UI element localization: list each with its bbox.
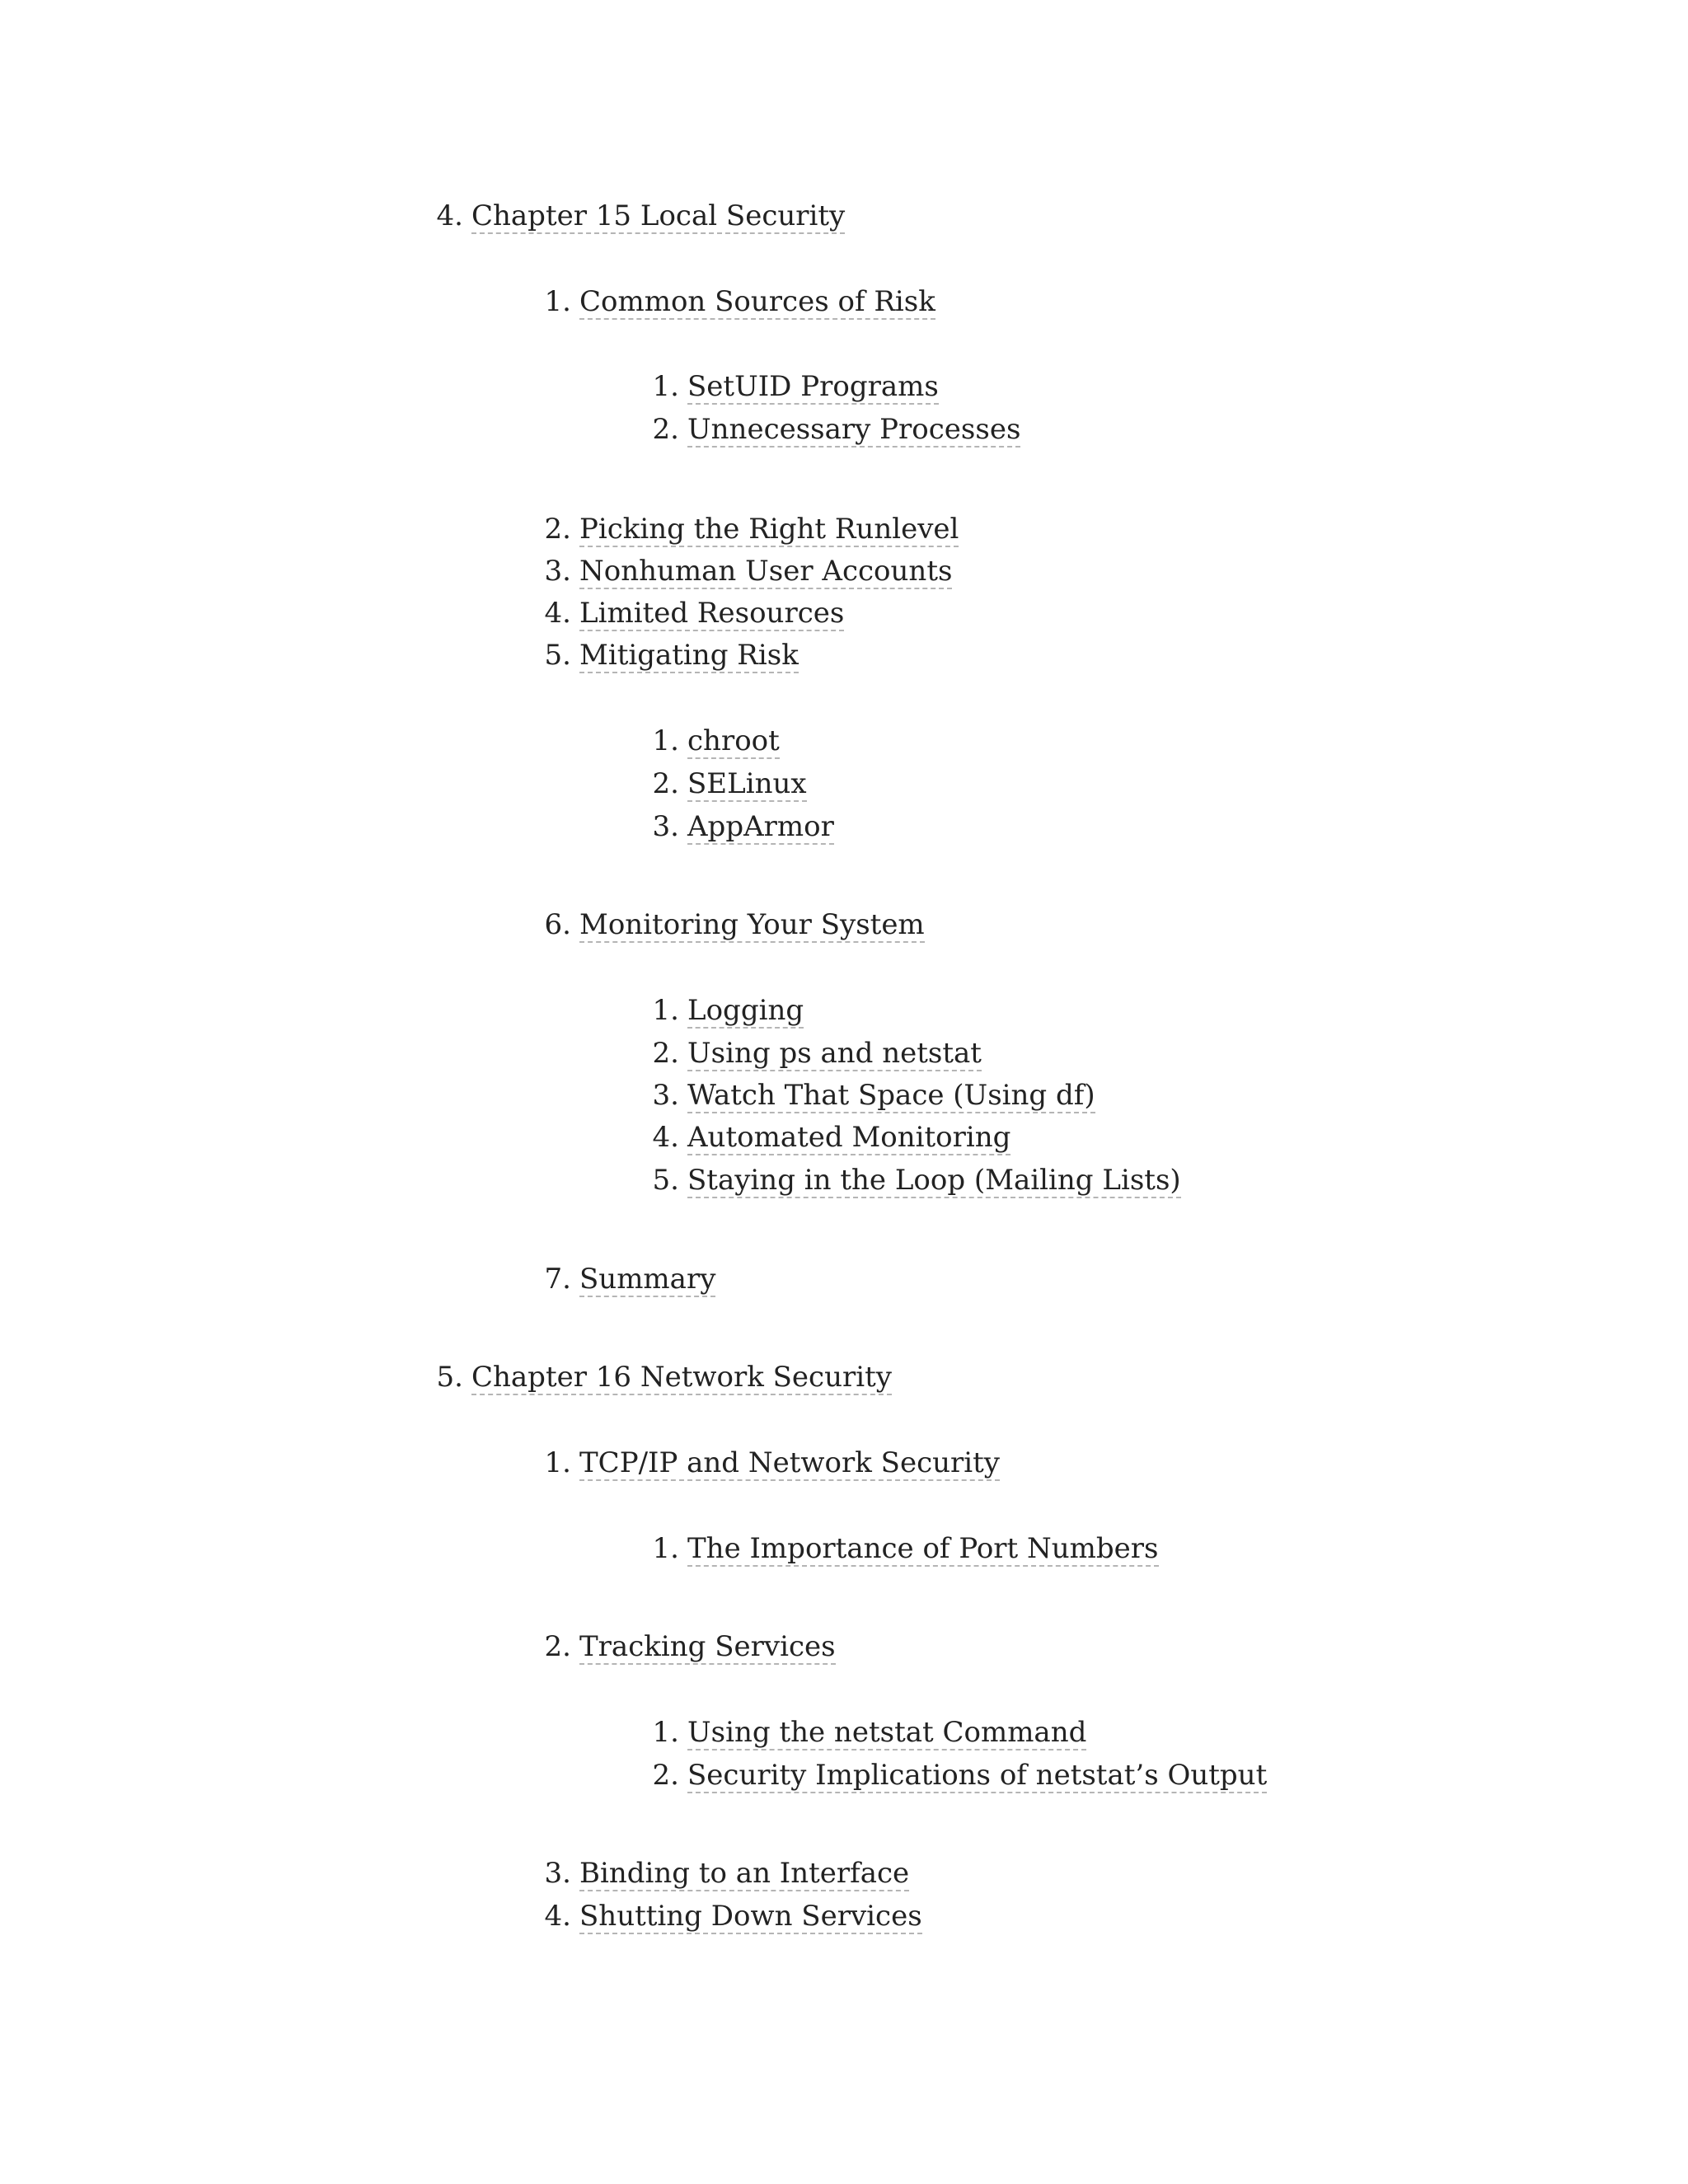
list-number: 3. [652, 1079, 679, 1112]
toc-subsection [633, 1035, 982, 1071]
toc-section [525, 1445, 1000, 1481]
toc-subsection [633, 1714, 1086, 1750]
toc-subsection [633, 1162, 1181, 1198]
toc-link-chroot[interactable]: chroot [687, 724, 780, 757]
toc-section [525, 907, 925, 943]
toc-subsection [633, 1119, 1010, 1155]
toc-link-shutting-down-services[interactable]: Shutting Down Services [579, 1900, 922, 1933]
toc-subsection [633, 1530, 1159, 1567]
list-number: 1. [544, 285, 571, 318]
list-number: 1. [652, 1716, 679, 1749]
toc-subsection [633, 368, 939, 405]
toc-subsection [633, 1757, 1267, 1793]
list-number: 5. [436, 1361, 463, 1394]
list-number: 4. [652, 1121, 679, 1154]
list-number: 1. [652, 1532, 679, 1565]
toc-link-apparmor[interactable]: AppArmor [687, 810, 834, 843]
toc-link-tracking-services[interactable]: Tracking Services [579, 1630, 836, 1663]
toc-link-using-ps-and-netstat[interactable]: Using ps and netstat [687, 1037, 982, 1070]
toc-link-limited-resources[interactable]: Limited Resources [579, 597, 845, 630]
toc-link-tcp-ip-and-network-security[interactable]: TCP/IP and Network Security [579, 1446, 1000, 1479]
list-number: 1. [652, 370, 679, 403]
list-number: 4. [544, 597, 571, 630]
toc-subsection [633, 992, 804, 1029]
toc-link-monitoring-your-system[interactable]: Monitoring Your System [579, 908, 925, 941]
list-number: 4. [544, 1900, 571, 1933]
toc-link-unnecessary-processes[interactable]: Unnecessary Processes [687, 413, 1021, 446]
list-number: 1. [544, 1446, 571, 1479]
list-number: 5. [652, 1164, 679, 1197]
toc-section [525, 553, 952, 589]
toc-section [525, 1261, 715, 1297]
toc-link-picking-the-right-runlevel[interactable]: Picking the Right Runlevel [579, 513, 959, 546]
toc-link-summary[interactable]: Summary [579, 1263, 716, 1296]
toc-link-common-sources-of-risk[interactable]: Common Sources of Risk [579, 285, 935, 318]
toc-section [525, 637, 799, 673]
toc-link-binding-to-an-interface[interactable]: Binding to an Interface [579, 1857, 910, 1890]
toc-link-logging[interactable]: Logging [687, 994, 804, 1027]
toc-link-nonhuman-user-accounts[interactable]: Nonhuman User Accounts [579, 555, 953, 588]
toc-link-setuid-programs[interactable]: SetUID Programs [687, 370, 939, 403]
list-number: 2. [652, 767, 679, 800]
toc-link-using-the-netstat-command[interactable]: Using the netstat Command [687, 1716, 1087, 1749]
list-number: 2. [544, 1630, 571, 1663]
list-number: 7. [544, 1263, 571, 1296]
toc-link-chapter-16-network-security[interactable]: Chapter 16 Network Security [471, 1361, 892, 1394]
toc-subsection [633, 808, 834, 845]
toc-subsection [633, 411, 1020, 448]
list-number: 6. [544, 908, 571, 941]
list-number: 2. [652, 1759, 679, 1792]
toc-section [525, 284, 935, 320]
list-number: 2. [652, 413, 679, 446]
list-number: 1. [652, 994, 679, 1027]
toc-section [525, 1629, 836, 1665]
list-number: 2. [652, 1037, 679, 1070]
toc-section [525, 1898, 922, 1934]
list-number: 3. [652, 810, 679, 843]
list-number: 3. [544, 1857, 571, 1890]
toc-chapter-16 [417, 1359, 892, 1395]
toc-link-automated-monitoring[interactable]: Automated Monitoring [687, 1121, 1011, 1154]
toc-subsection [633, 1077, 1095, 1113]
list-number: 1. [652, 724, 679, 757]
list-number: 4. [436, 199, 463, 232]
toc-section [525, 511, 959, 547]
toc-link-watch-that-space[interactable]: Watch That Space (Using df) [687, 1079, 1095, 1112]
toc-link-staying-in-the-loop[interactable]: Staying in the Loop (Mailing Lists) [687, 1164, 1181, 1197]
toc-link-selinux[interactable]: SELinux [687, 767, 807, 800]
list-number: 5. [544, 639, 571, 672]
toc-link-importance-of-port-numbers[interactable]: The Importance of Port Numbers [687, 1532, 1159, 1565]
list-number: 3. [544, 555, 571, 588]
toc-subsection [633, 723, 780, 759]
toc-link-chapter-15-local-security[interactable]: Chapter 15 Local Security [471, 199, 846, 232]
toc-chapter-15 [417, 198, 845, 234]
toc-link-security-implications-of-netstat-output[interactable]: Security Implications of netstat’s Output [687, 1759, 1268, 1792]
toc-link-mitigating-risk[interactable]: Mitigating Risk [579, 639, 799, 672]
toc-section [525, 1855, 909, 1891]
list-number: 2. [544, 513, 571, 546]
toc-subsection [633, 766, 807, 802]
toc-section [525, 595, 844, 631]
